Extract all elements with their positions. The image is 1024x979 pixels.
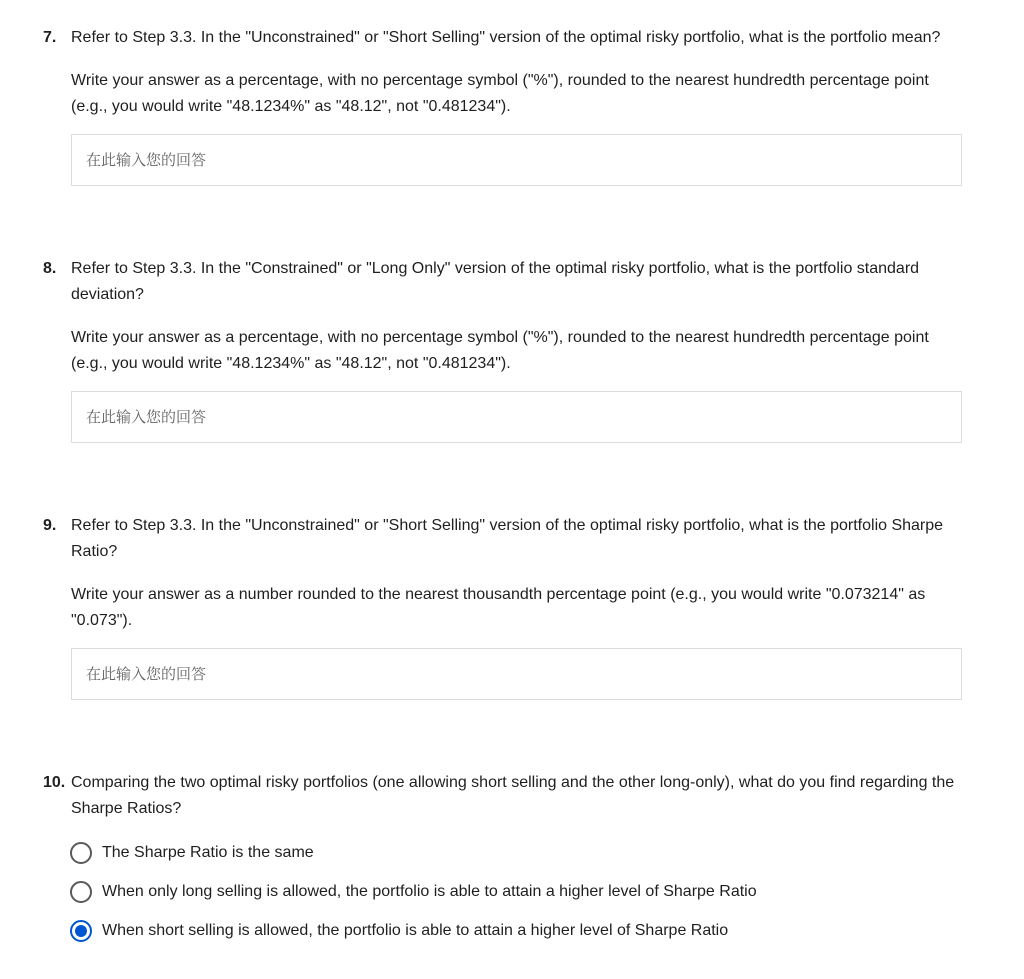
radio-button[interactable] [70,842,92,864]
radio-option-long-only-higher[interactable] [70,880,757,904]
question-instruction: Write your answer as a percentage, with no percentage symbol ("%"), rounded to the nearest hundredth percentage point (e.g., you would write "48.1234%" as "48.12", not "0.481234"). [71,329,929,372]
question-number: 10. [43,774,66,791]
radio-button[interactable] [70,881,92,903]
answer-input-9[interactable] [71,648,962,700]
option-label: The Sharpe Ratio is the same [102,844,314,861]
option-label: When short selling is allowed, the portfolio is able to attain a higher level of Sharpe Ratio [102,922,729,939]
question-prompt: Refer to Step 3.3. In the "Constrained" or "Long Only" version of the optimal risky portfolio, what is the portfolio standard deviation? [71,260,920,303]
question-instruction: Write your answer as a number rounded to the nearest thousandth percentage point (e.g., you would write "0.073214" as "0.073"). [71,586,926,629]
radio-option-short-selling-higher[interactable] [70,919,728,943]
question-number: 9. [43,517,57,534]
question-number: 8. [43,260,57,277]
radio-option-same[interactable] [70,841,314,865]
question-prompt: Comparing the two optimal risky portfolios (one allowing short selling and the other long-only), what do you find regarding the Sharpe Ratios? [71,774,955,817]
question-instruction: Write your answer as a percentage, with no percentage symbol ("%"), rounded to the nearest hundredth percentage point (e.g., you would write "48.1234%" as "48.12", not "0.481234"). [71,72,929,115]
question-prompt: Refer to Step 3.3. In the "Unconstrained" or "Short Selling" version of the optimal risky portfolio, what is the portfolio mean? [71,29,941,46]
answer-input-8[interactable] [71,391,962,443]
question-number: 7. [43,29,57,46]
option-label: When only long selling is allowed, the portfolio is able to attain a higher level of Sharpe Ratio [102,883,757,900]
question-prompt: Refer to Step 3.3. In the "Unconstrained" or "Short Selling" version of the optimal risky portfolio, what is the portfolio Sharpe Ratio? [71,517,944,560]
radio-button-selected[interactable] [70,920,92,942]
answer-input-7[interactable] [71,134,962,186]
